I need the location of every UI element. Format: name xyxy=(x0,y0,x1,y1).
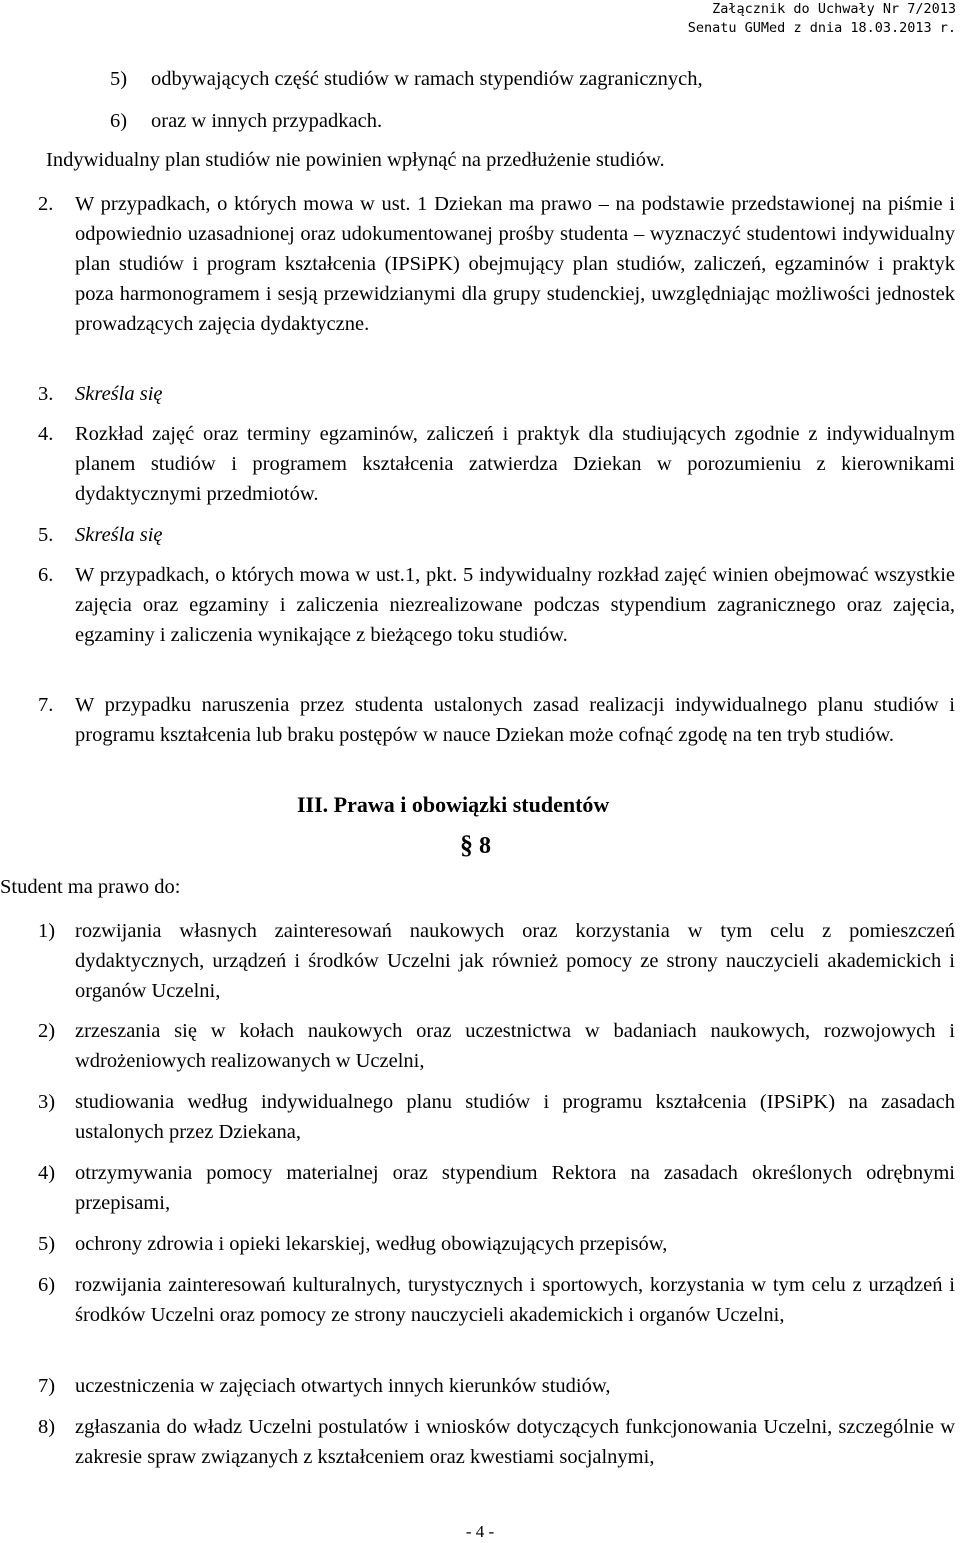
item-number: 6) xyxy=(110,110,128,132)
right-number: 5) xyxy=(38,1233,56,1255)
right-text: zgłaszania do władz Uczelni postulatów i wniosków dotyczących funkcjonowania Uczelni, szczególnie w zakresie spraw związanych z kształceniem oraz kwestiami socjalnymi, xyxy=(75,1416,955,1468)
chapter-heading: III. Prawa i obowiązki studentów xyxy=(297,792,610,817)
point-number: 6. xyxy=(38,564,54,586)
point-text: W przypadkach, o których mowa w ust.1, pkt. 5 indywidualny rozkład zajęć winien obejmować wszystkie zajęcia oraz egzaminy i zaliczenia niezrealizowane podczas stypendium zagranicznego oraz zajęcia, egzaminy i zaliczenia wynikające z bieżącego toku studiów. xyxy=(75,564,955,646)
point-number: 5. xyxy=(38,524,54,546)
item-text: oraz w innych przypadkach. xyxy=(151,110,383,132)
right-text: rozwijania zainteresowań kulturalnych, turystycznych i sportowych, korzystania w tym celu z urządzeń i środków Uczelni oraz pomocy ze strony nauczycieli akademickich i organów Uczelni, xyxy=(75,1274,955,1326)
right-number: 6) xyxy=(38,1274,56,1296)
point-number: 2. xyxy=(38,193,54,215)
right-number: 2) xyxy=(38,1020,56,1042)
right-number: 7) xyxy=(38,1375,56,1397)
right-text: zrzeszania się w kołach naukowych oraz uczestnictwa w badaniach naukowych, rozwojowych i wdrożeniowych realizowanych w Uczelni, xyxy=(75,1020,955,1072)
right-text: uczestniczenia w zajęciach otwartych innych kierunków studiów, xyxy=(75,1375,611,1397)
right-number: 8) xyxy=(38,1416,56,1438)
right-number: 4) xyxy=(38,1162,56,1184)
header-senate-line: Senatu GUMed z dnia 18.03.2013 r. xyxy=(687,20,956,36)
right-text: studiowania według indywidualnego planu studiów i programu kształcenia (IPSiPK) na zasadach ustalonych przez Dziekana, xyxy=(75,1091,955,1143)
point-number: 3. xyxy=(38,383,54,405)
rights-intro: Student ma prawo do: xyxy=(0,876,181,898)
point-text: Skreśla się xyxy=(75,383,163,405)
item-text: odbywających część studiów w ramach stypendiów zagranicznych, xyxy=(151,68,703,90)
right-text: rozwijania własnych zainteresowań naukowych oraz korzystania w tym celu z pomieszczeń dydaktycznych, urządzeń i środków Uczelni jak również pomocy ze strony nauczycieli akademickich i organów Uczelni, xyxy=(75,920,955,1002)
page-number: - 4 - xyxy=(465,1522,495,1541)
section-number: 8 xyxy=(479,833,491,859)
section-heading xyxy=(460,830,491,860)
section-sign: § xyxy=(460,830,473,859)
right-text: ochrony zdrowia i opieki lekarskiej, według obowiązujących przepisów, xyxy=(75,1233,668,1255)
header-annex-line: Załącznik do Uchwały Nr 7/2013 xyxy=(712,1,956,17)
right-text: otrzymywania pomocy materialnej oraz stypendium Rektora na zasadach określonych odrębnymi przepisami, xyxy=(75,1162,955,1214)
note-paragraph: Indywidualny plan studiów nie powinien wpłynąć na przedłużenie studiów. xyxy=(46,149,665,171)
item-number: 5) xyxy=(110,68,128,90)
point-text: Skreśla się xyxy=(75,524,163,546)
point-text: W przypadku naruszenia przez studenta ustalonych zasad realizacji indywidualnego planu studiów i programu kształcenia lub braku postępów w nauce Dziekan może cofnąć zgodę na ten tryb studiów. xyxy=(75,694,955,746)
point-text: Rozkład zajęć oraz terminy egzaminów, zaliczeń i praktyk dla studiujących zgodnie z indywidualnym planem studiów i programem kształcenia zatwierdza Dziekan w porozumieniu z kierownikami dydaktycznymi przedmiotów. xyxy=(75,423,955,505)
document-header xyxy=(688,0,956,38)
point-number: 4. xyxy=(38,423,54,445)
point-text: W przypadkach, o których mowa w ust. 1 Dziekan ma prawo – na podstawie przedstawionej na piśmie i odpowiednio uzasadnionej oraz udokumentowanej prośby studenta – wyznaczyć studentowi indywidualny plan studiów i program kształcenia (IPSiPK) obejmujący plan studiów, zaliczeń, egzaminów i praktyk poza harmonogramem i sesją przewidzianymi dla grupy studenckiej, uwzględniając możliwości jednostek prowadzących zajęcia dydaktyczne. xyxy=(75,193,955,335)
right-number: 3) xyxy=(38,1091,56,1113)
point-number: 7. xyxy=(38,694,54,716)
right-number: 1) xyxy=(38,920,56,942)
